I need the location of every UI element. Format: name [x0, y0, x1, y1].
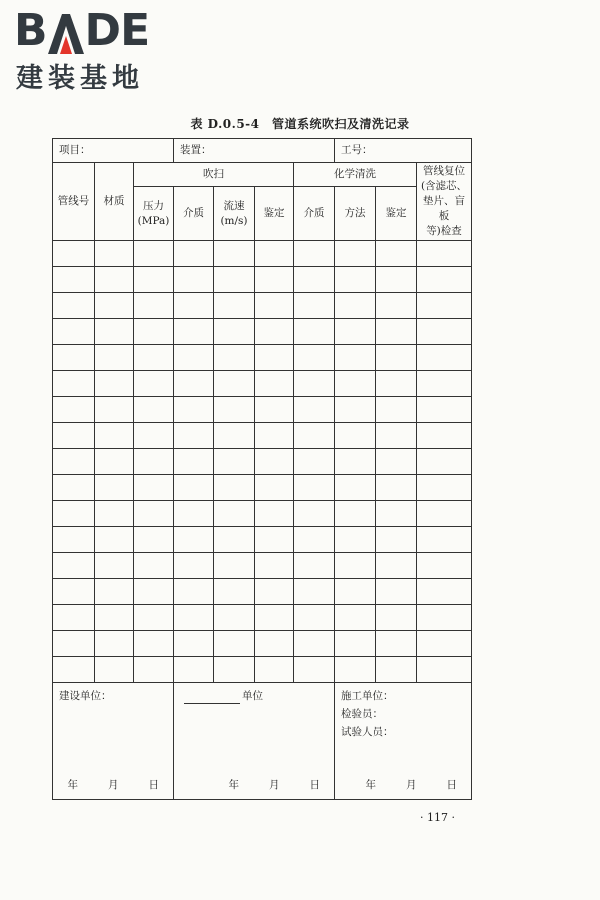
signature-row: [53, 683, 472, 800]
table-cell[interactable]: [214, 371, 255, 397]
table-cell[interactable]: [53, 501, 95, 527]
table-cell[interactable]: [174, 423, 214, 449]
table-row: [53, 371, 472, 397]
table-cell[interactable]: [53, 267, 95, 293]
table-cell[interactable]: [417, 371, 472, 397]
table-cell[interactable]: [294, 631, 335, 657]
table-row: [53, 501, 472, 527]
table-cell[interactable]: [53, 631, 95, 657]
table-row: [53, 527, 472, 553]
table-cell[interactable]: [417, 423, 472, 449]
table-row: [53, 657, 472, 683]
table-cell[interactable]: [95, 345, 134, 371]
table-cell[interactable]: [255, 579, 294, 605]
col-clean-verify: 鉴定: [376, 187, 417, 241]
table-cell[interactable]: [255, 319, 294, 345]
table-cell[interactable]: [255, 293, 294, 319]
table-cell[interactable]: [335, 605, 376, 631]
table-cell[interactable]: [174, 527, 214, 553]
table-cell[interactable]: [335, 345, 376, 371]
table-cell[interactable]: [294, 267, 335, 293]
table-cell[interactable]: [376, 241, 417, 267]
table-cell[interactable]: [376, 345, 417, 371]
table-cell[interactable]: [174, 657, 214, 683]
table-cell[interactable]: [255, 553, 294, 579]
table-cell[interactable]: [255, 345, 294, 371]
table-cell[interactable]: [335, 293, 376, 319]
table-cell[interactable]: [95, 579, 134, 605]
table-cell[interactable]: [95, 319, 134, 345]
table-cell[interactable]: [95, 657, 134, 683]
table-cell[interactable]: [95, 423, 134, 449]
table-row: [53, 241, 472, 267]
table-cell[interactable]: [376, 319, 417, 345]
table-cell[interactable]: [134, 345, 174, 371]
table-cell[interactable]: [417, 501, 472, 527]
table-cell[interactable]: [53, 605, 95, 631]
device-field[interactable]: 装置：: [174, 139, 335, 163]
table-cell[interactable]: [134, 267, 174, 293]
table-cell[interactable]: [174, 553, 214, 579]
table-row: [53, 631, 472, 657]
col-purge-verify: 鉴定: [255, 187, 294, 241]
table-cell[interactable]: [335, 449, 376, 475]
purge-cleaning-record-table: [52, 138, 472, 800]
table-cell[interactable]: [53, 345, 95, 371]
column-group-row: [53, 163, 472, 187]
table-cell[interactable]: [376, 657, 417, 683]
table-cell[interactable]: [255, 475, 294, 501]
table-cell[interactable]: [214, 449, 255, 475]
table-cell[interactable]: [134, 475, 174, 501]
table-cell[interactable]: [255, 423, 294, 449]
table-cell[interactable]: [95, 293, 134, 319]
table-cell[interactable]: [134, 241, 174, 267]
table-cell[interactable]: [174, 501, 214, 527]
unit-suffix-label: 单位: [242, 690, 263, 702]
table-row: [53, 319, 472, 345]
table-cell[interactable]: [174, 241, 214, 267]
table-cell[interactable]: [255, 657, 294, 683]
table-cell[interactable]: [376, 449, 417, 475]
table-cell[interactable]: [255, 397, 294, 423]
middle-signature-cell[interactable]: [174, 683, 335, 800]
table-cell[interactable]: [335, 579, 376, 605]
table-cell[interactable]: [417, 527, 472, 553]
table-cell[interactable]: [335, 631, 376, 657]
table-row: [53, 579, 472, 605]
table-cell[interactable]: [174, 475, 214, 501]
table-cell[interactable]: [417, 267, 472, 293]
logo-subtitle: 建装基地: [16, 63, 144, 94]
project-field[interactable]: 项目：: [53, 139, 174, 163]
table-cell[interactable]: [95, 241, 134, 267]
table-cell[interactable]: [376, 293, 417, 319]
table-cell[interactable]: [53, 553, 95, 579]
logo-letter-b: B: [14, 5, 47, 56]
col-purge-medium: 介质: [174, 187, 214, 241]
table-cell[interactable]: [417, 397, 472, 423]
table-row: [53, 423, 472, 449]
table-cell[interactable]: [214, 293, 255, 319]
owner-signature-cell[interactable]: [53, 683, 174, 800]
table-cell[interactable]: [294, 657, 335, 683]
tester-label: 试验人员：: [341, 726, 394, 738]
table-cell[interactable]: [294, 449, 335, 475]
table-cell[interactable]: [335, 527, 376, 553]
table-cell[interactable]: [174, 631, 214, 657]
table-cell[interactable]: [255, 527, 294, 553]
table-cell[interactable]: [214, 267, 255, 293]
table-cell[interactable]: [335, 501, 376, 527]
table-cell[interactable]: [174, 397, 214, 423]
table-cell[interactable]: [376, 605, 417, 631]
table-row: [53, 605, 472, 631]
table-cell[interactable]: [95, 631, 134, 657]
table-cell[interactable]: [134, 397, 174, 423]
table-cell[interactable]: [174, 371, 214, 397]
job-no-field[interactable]: 工号：: [335, 139, 472, 163]
table-cell[interactable]: [294, 475, 335, 501]
table-cell[interactable]: [214, 553, 255, 579]
table-cell[interactable]: [294, 345, 335, 371]
contractor-unit-label: 施工单位：: [341, 690, 394, 702]
inspector-label: 检验员：: [341, 708, 383, 720]
table-cell[interactable]: [417, 553, 472, 579]
table-cell[interactable]: [294, 371, 335, 397]
table-cell[interactable]: [294, 605, 335, 631]
table-cell[interactable]: [294, 501, 335, 527]
table-cell[interactable]: [174, 345, 214, 371]
table-cell[interactable]: [134, 501, 174, 527]
table-cell[interactable]: [294, 579, 335, 605]
table-cell[interactable]: [53, 449, 95, 475]
table-cell[interactable]: [214, 345, 255, 371]
table-cell[interactable]: [335, 319, 376, 345]
table-cell[interactable]: [95, 527, 134, 553]
table-cell[interactable]: [95, 553, 134, 579]
table-cell[interactable]: [214, 631, 255, 657]
middle-date: 年 月 日: [228, 779, 320, 791]
table-cell[interactable]: [335, 475, 376, 501]
col-clean-method: 方法: [335, 187, 376, 241]
table-cell[interactable]: [376, 397, 417, 423]
table-cell[interactable]: [53, 293, 95, 319]
table-cell[interactable]: [95, 475, 134, 501]
table-cell[interactable]: [376, 475, 417, 501]
table-cell[interactable]: [376, 527, 417, 553]
table-cell[interactable]: [417, 605, 472, 631]
table-cell[interactable]: [134, 605, 174, 631]
table-cell[interactable]: [214, 501, 255, 527]
table-cell[interactable]: [335, 241, 376, 267]
col-purge-velocity: 流速 (m/s): [214, 187, 255, 241]
table-cell[interactable]: [294, 293, 335, 319]
table-cell[interactable]: [417, 475, 472, 501]
table-cell[interactable]: [376, 267, 417, 293]
table-cell[interactable]: [174, 449, 214, 475]
table-cell[interactable]: [294, 527, 335, 553]
unit-name-blank[interactable]: [184, 691, 240, 704]
table-cell[interactable]: [417, 579, 472, 605]
table-cell[interactable]: [255, 267, 294, 293]
table-cell[interactable]: [294, 553, 335, 579]
table-cell[interactable]: [294, 397, 335, 423]
table-cell[interactable]: [134, 293, 174, 319]
logo-wordmark: [14, 5, 150, 56]
table-cell[interactable]: [134, 371, 174, 397]
table-cell[interactable]: [134, 579, 174, 605]
table-cell[interactable]: [417, 449, 472, 475]
table-cell[interactable]: [294, 319, 335, 345]
header-info-row: [53, 139, 472, 163]
table-cell[interactable]: [53, 371, 95, 397]
col-clean-medium: 介质: [294, 187, 335, 241]
table-cell[interactable]: [335, 553, 376, 579]
table-cell[interactable]: [134, 527, 174, 553]
table-cell[interactable]: [214, 397, 255, 423]
page-number: · 117 ·: [420, 811, 455, 824]
table-cell[interactable]: [214, 319, 255, 345]
table-cell[interactable]: [255, 631, 294, 657]
table-row: [53, 475, 472, 501]
table-cell[interactable]: [417, 345, 472, 371]
table-cell[interactable]: [417, 657, 472, 683]
table-row: [53, 449, 472, 475]
table-row: [53, 397, 472, 423]
table-cell[interactable]: [255, 449, 294, 475]
table-cell[interactable]: [214, 579, 255, 605]
table-cell[interactable]: [53, 657, 95, 683]
table-cell[interactable]: [134, 553, 174, 579]
table-cell[interactable]: [376, 501, 417, 527]
table-cell[interactable]: [174, 293, 214, 319]
table-cell[interactable]: [335, 397, 376, 423]
table-cell[interactable]: [335, 423, 376, 449]
table-cell[interactable]: [376, 579, 417, 605]
table-cell[interactable]: [255, 241, 294, 267]
table-cell[interactable]: [95, 397, 134, 423]
col-restore-check: 管线复位 (含滤芯、 垫片、盲板 等)检查: [417, 163, 472, 241]
owner-unit-label: 建设单位：: [59, 690, 112, 702]
table-cell[interactable]: [174, 319, 214, 345]
table-cell[interactable]: [255, 605, 294, 631]
table-cell[interactable]: [95, 449, 134, 475]
table-cell[interactable]: [417, 631, 472, 657]
col-line-no: 管线号: [53, 163, 95, 241]
table-cell[interactable]: [95, 267, 134, 293]
table-cell[interactable]: [53, 319, 95, 345]
owner-date: 年 月 日: [67, 779, 159, 791]
col-clean-group: 化学清洗: [294, 163, 417, 187]
table-cell[interactable]: [255, 371, 294, 397]
table-cell[interactable]: [214, 423, 255, 449]
table-cell[interactable]: [134, 319, 174, 345]
contractor-signature-cell[interactable]: [335, 683, 472, 800]
table-cell[interactable]: [95, 371, 134, 397]
table-cell[interactable]: [53, 397, 95, 423]
table-cell[interactable]: [214, 241, 255, 267]
table-cell[interactable]: [214, 475, 255, 501]
table-cell[interactable]: [134, 449, 174, 475]
contractor-date: 年 月 日: [365, 779, 457, 791]
table-cell[interactable]: [214, 657, 255, 683]
table-cell[interactable]: [294, 241, 335, 267]
logo-letters-de: DE: [84, 5, 150, 56]
table-cell[interactable]: [174, 579, 214, 605]
table-cell[interactable]: [53, 527, 95, 553]
table-cell[interactable]: [376, 631, 417, 657]
table-cell[interactable]: [417, 319, 472, 345]
table-cell[interactable]: [134, 423, 174, 449]
table-cell[interactable]: [335, 267, 376, 293]
table-title: 表 D.0.5-4 管道系统吹扫及清洗记录: [190, 117, 410, 131]
table-cell[interactable]: [376, 371, 417, 397]
table-row: [53, 267, 472, 293]
table-cell[interactable]: [376, 553, 417, 579]
table-cell[interactable]: [174, 605, 214, 631]
logo-a-mark: [48, 14, 84, 54]
table-cell[interactable]: [134, 631, 174, 657]
table-cell[interactable]: [417, 241, 472, 267]
table-cell[interactable]: [255, 501, 294, 527]
table-cell[interactable]: [95, 605, 134, 631]
table-cell[interactable]: [417, 293, 472, 319]
col-purge-pressure: 压力 (MPa): [134, 187, 174, 241]
table-row: [53, 345, 472, 371]
table-cell[interactable]: [214, 527, 255, 553]
table-cell[interactable]: [53, 423, 95, 449]
table-cell[interactable]: [95, 501, 134, 527]
col-material: 材质: [95, 163, 134, 241]
table-cell[interactable]: [376, 423, 417, 449]
table-cell[interactable]: [134, 657, 174, 683]
table-cell[interactable]: [335, 657, 376, 683]
table-cell[interactable]: [53, 475, 95, 501]
col-purge-group: 吹扫: [134, 163, 294, 187]
table-cell[interactable]: [214, 605, 255, 631]
table-cell[interactable]: [174, 267, 214, 293]
table-cell[interactable]: [53, 579, 95, 605]
table-row: [53, 293, 472, 319]
table-cell[interactable]: [335, 371, 376, 397]
logo: [14, 5, 150, 95]
table-row: [53, 553, 472, 579]
table-cell[interactable]: [294, 423, 335, 449]
table-cell[interactable]: [53, 241, 95, 267]
